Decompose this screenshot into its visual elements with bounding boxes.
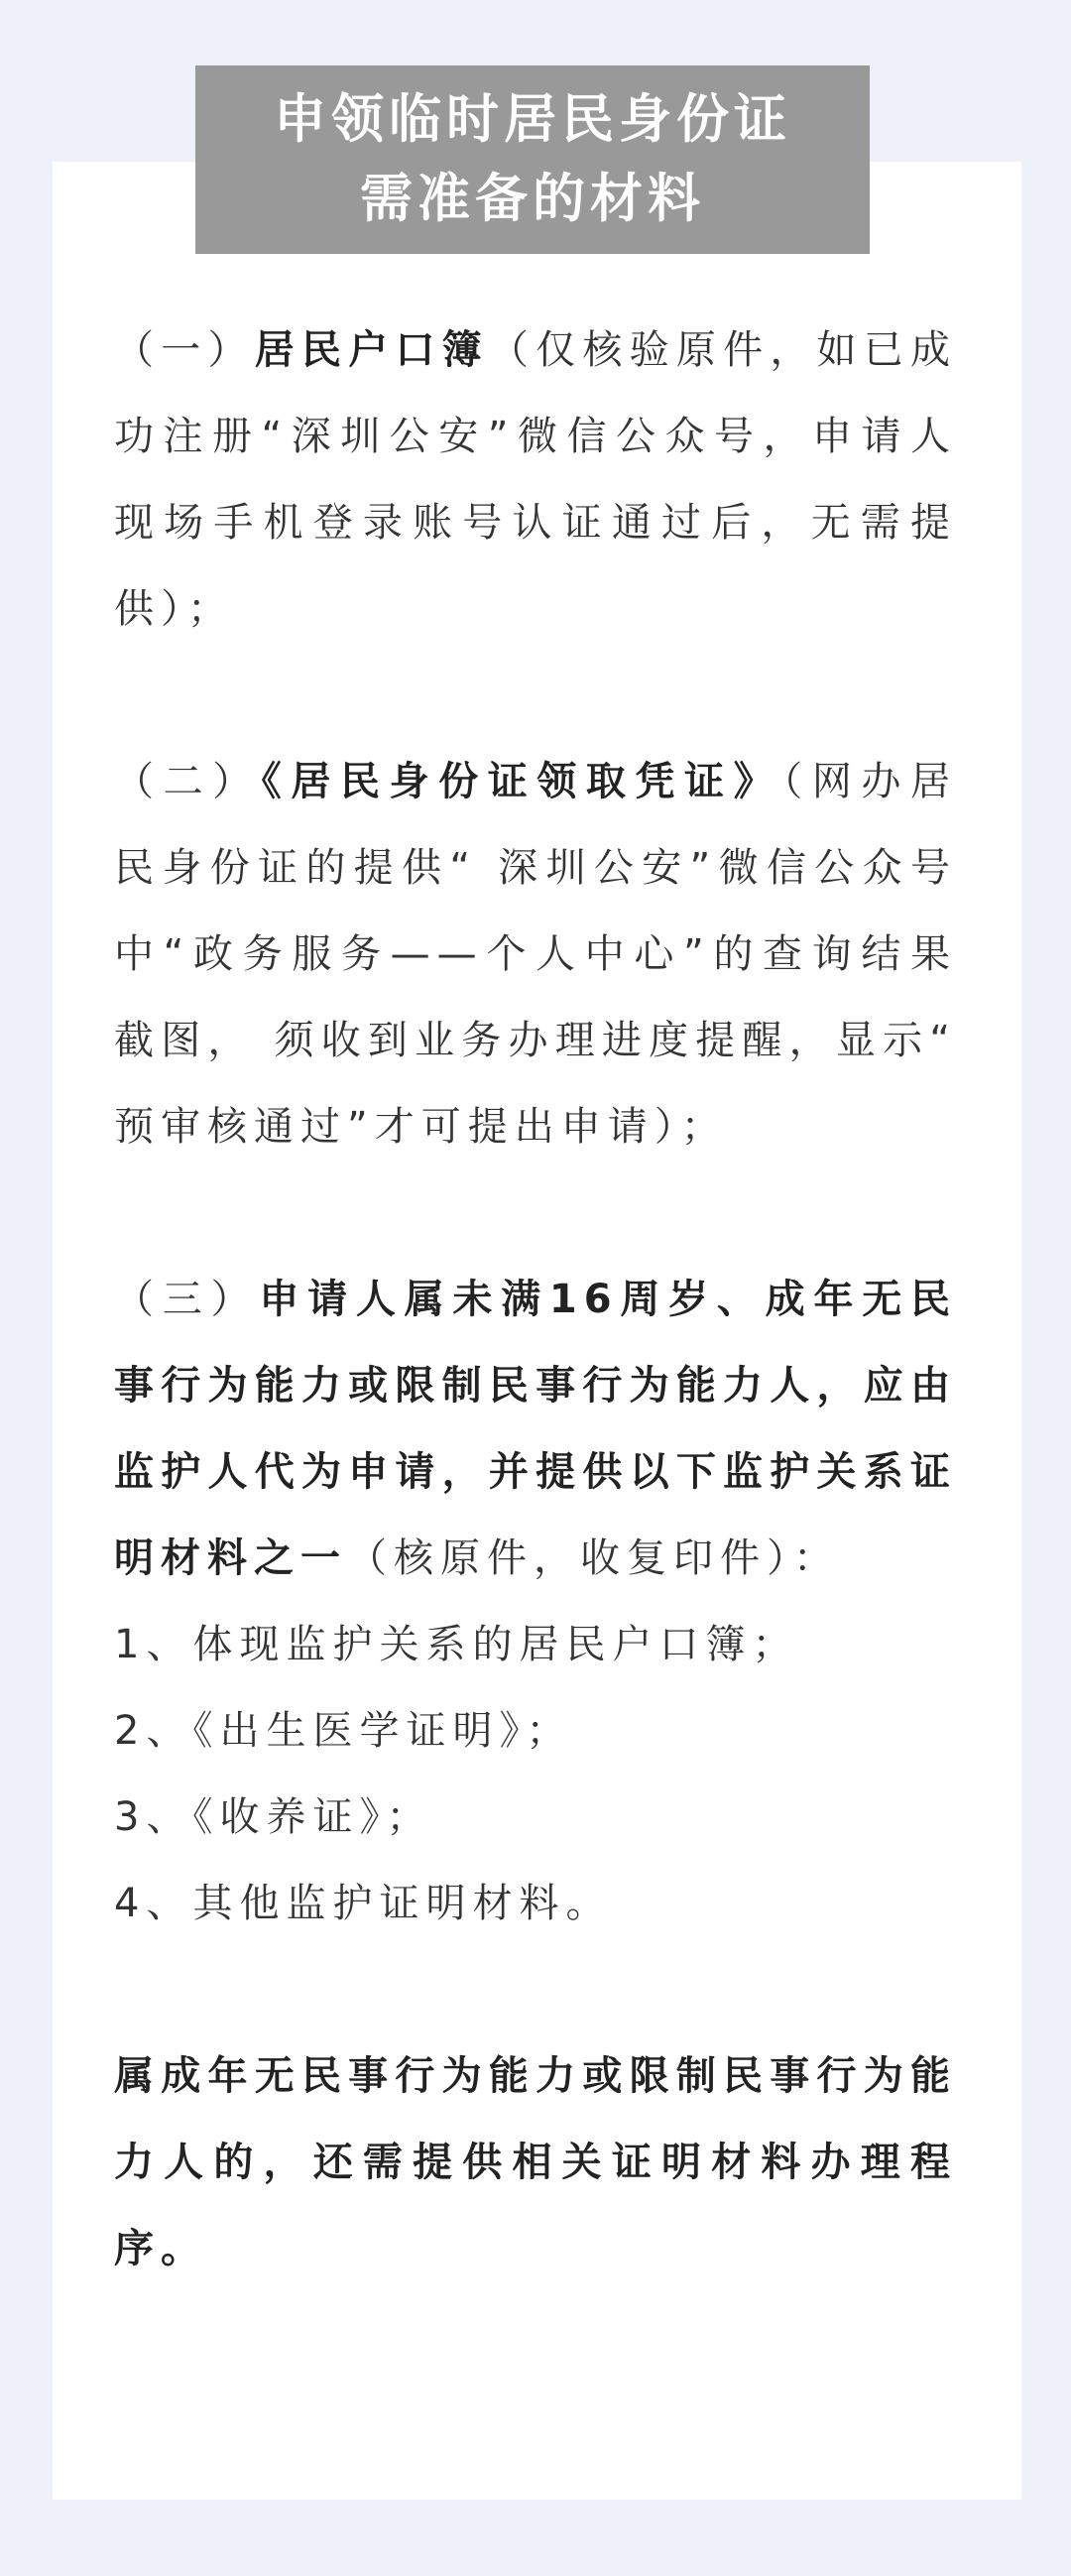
list-item: 4、其他监护证明材料。	[114, 1881, 613, 1926]
title-banner	[195, 65, 870, 254]
item-1-prefix: （一）	[114, 327, 255, 373]
item-1	[114, 307, 957, 653]
spacer	[114, 1170, 957, 1257]
materials-list	[114, 307, 957, 2292]
item-3	[114, 1257, 957, 1602]
list-item: 1、体现监护关系的居民户口簿；	[114, 1622, 799, 1667]
title-line-1: 申领临时居民身份证	[274, 89, 791, 150]
spacer	[114, 653, 957, 739]
item-3-title: 申请人属未满16周岁、成年无民事行为能力或限制民事行为能力人，应由监护人代为申请，并提供以下监护关系证明材料之一	[114, 1277, 957, 1581]
title-line-2: 需准备的材料	[360, 169, 705, 229]
item-2-prefix: （二）	[114, 759, 262, 804]
spacer	[114, 1947, 957, 2033]
item-1-detail: （仅核验原件，如已成功注册“深圳公安”微信公众号，申请人现场手机登录账号认证通过后，无需提供）；	[114, 327, 958, 632]
item-2-title: 《居民身份证领取凭证》	[261, 759, 783, 804]
item-2	[114, 739, 957, 1170]
item-2-detail: （网办居民身份证的提供“ 深圳公安”微信公众号中“政务服务——个人中心”的查询结果截图， 须收到业务办理进度提醒，显示“ 预审核通过”才可提出申请）；	[114, 759, 958, 1150]
item-3-prefix: （三）	[114, 1277, 260, 1322]
item-1-title: 居民户口簿	[254, 327, 489, 373]
list-item: 3、《收养证》；	[114, 1794, 433, 1840]
closing-note: 属成年无民事行为能力或限制民事行为能力人的，还需提供相关证明材料办理程序。	[114, 2053, 957, 2271]
item-3-detail: （核原件，收复印件）：	[347, 1535, 840, 1581]
list-item: 2、《出生医学证明》；	[114, 1708, 573, 1754]
